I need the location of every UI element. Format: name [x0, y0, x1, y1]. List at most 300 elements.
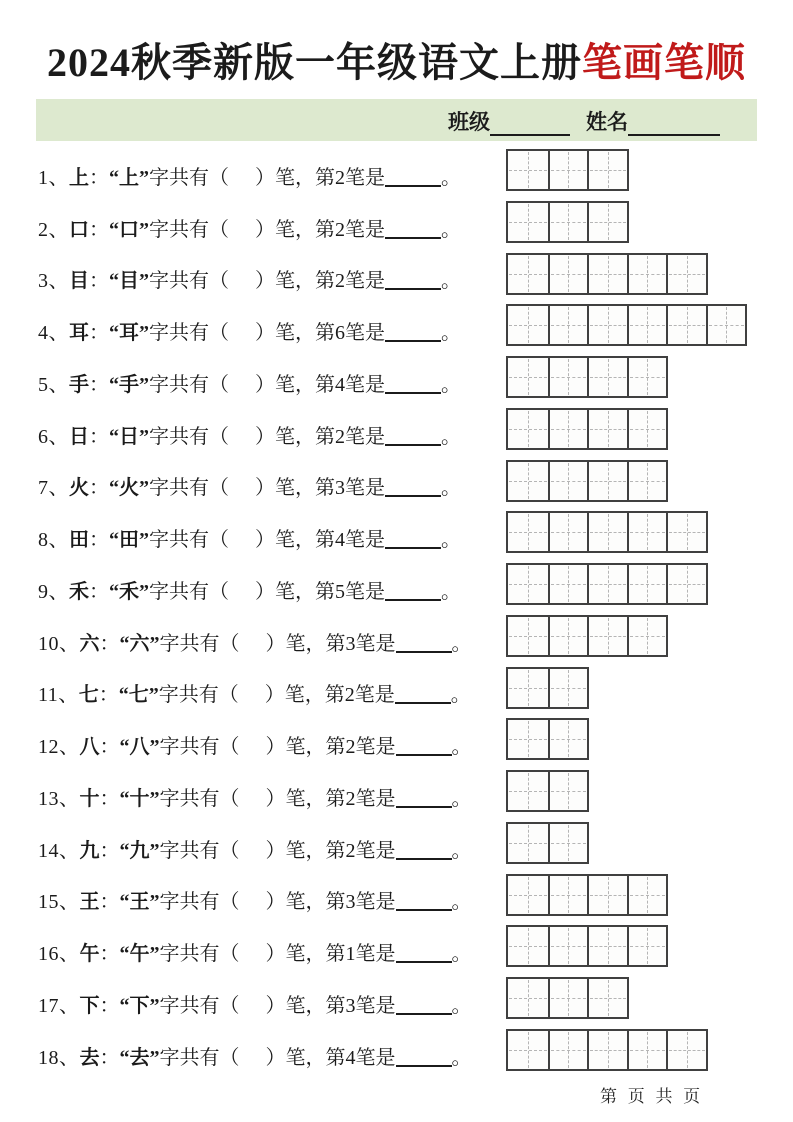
question-segment-b: ）笔，第 — [265, 787, 346, 810]
question-character: 下 — [79, 995, 100, 1018]
stroke-number: 2 — [344, 684, 355, 707]
colon: ： — [99, 736, 120, 759]
tianzige-cell[interactable] — [627, 617, 667, 655]
tianzige-cell[interactable] — [587, 358, 627, 396]
question-period: 。 — [441, 373, 461, 396]
question-segment-b: ）笔，第 — [255, 425, 335, 448]
tianzige-cell[interactable] — [627, 255, 667, 293]
question-segment-b: ）笔，第 — [265, 736, 346, 759]
question-character: 十 — [79, 787, 100, 810]
question-character-quoted: “火” — [109, 477, 149, 500]
stroke-answer-blank[interactable] — [385, 587, 441, 601]
colon: ： — [89, 270, 109, 293]
tianzige-cell[interactable] — [508, 255, 548, 293]
writing-grid[interactable] — [506, 925, 668, 967]
colon: ： — [89, 425, 109, 448]
question-number: 17、 — [38, 995, 80, 1018]
question-text — [38, 372, 461, 398]
tianzige-cell[interactable] — [508, 979, 548, 1017]
question-character-quoted: “田” — [109, 529, 149, 552]
stroke-answer-blank[interactable] — [385, 380, 441, 394]
question-character-quoted: “午” — [119, 943, 160, 966]
tianzige-cell[interactable] — [548, 358, 588, 396]
tianzige-cell[interactable] — [587, 876, 627, 914]
stroke-answer-blank[interactable] — [395, 690, 451, 704]
tianzige-cell[interactable] — [548, 203, 588, 241]
question-period: 。 — [451, 787, 472, 810]
header-bar — [36, 99, 757, 141]
question-number: 4、 — [38, 322, 69, 345]
stroke-number: 3 — [345, 995, 356, 1018]
question-segment-a: 字共有（ — [159, 839, 240, 862]
question-period: 。 — [441, 425, 461, 448]
question-row — [0, 664, 793, 716]
question-text — [38, 527, 461, 553]
tianzige-cell[interactable] — [587, 151, 627, 189]
question-character-quoted: “耳” — [109, 322, 149, 345]
colon: ： — [89, 477, 109, 500]
question-number: 15、 — [38, 891, 80, 914]
writing-grid[interactable] — [506, 511, 708, 553]
question-segment-a: 字共有（ — [159, 736, 240, 759]
colon: ： — [99, 891, 120, 914]
question-segment-a: 字共有（ — [159, 632, 240, 655]
tianzige-cell[interactable] — [627, 927, 667, 965]
question-character-quoted: “手” — [109, 373, 149, 396]
question-row — [0, 767, 793, 819]
writing-grid[interactable] — [506, 615, 668, 657]
colon: ： — [89, 322, 109, 345]
question-number: 3、 — [38, 270, 69, 293]
question-period: 。 — [441, 270, 461, 293]
tianzige-cell[interactable] — [508, 306, 548, 344]
question-segment-c: 笔是 — [345, 580, 385, 603]
question-list — [0, 146, 793, 1078]
tianzige-cell[interactable] — [508, 772, 548, 810]
tianzige-cell[interactable] — [508, 203, 548, 241]
question-period: 。 — [441, 529, 461, 552]
question-character-quoted: “七” — [118, 684, 159, 707]
tianzige-cell[interactable] — [508, 410, 548, 448]
tianzige-cell[interactable] — [508, 565, 548, 603]
stroke-answer-blank[interactable] — [396, 794, 452, 808]
tianzige-cell[interactable] — [548, 720, 588, 758]
tianzige-cell[interactable] — [587, 410, 627, 448]
writing-grid[interactable] — [506, 356, 668, 398]
tianzige-cell[interactable] — [508, 669, 548, 707]
stroke-answer-blank[interactable] — [385, 483, 441, 497]
colon: ： — [98, 684, 119, 707]
question-number: 10、 — [38, 632, 80, 655]
name-label: 姓名 — [586, 110, 628, 134]
question-character: 耳 — [69, 322, 89, 345]
question-character: 午 — [79, 943, 100, 966]
question-segment-a: 字共有（ — [159, 1046, 240, 1069]
tianzige-cell[interactable] — [548, 824, 588, 862]
tianzige-cell[interactable] — [627, 876, 667, 914]
tianzige-cell[interactable] — [548, 617, 588, 655]
question-character-quoted: “八” — [119, 736, 160, 759]
stroke-answer-blank[interactable] — [385, 173, 441, 187]
question-period: 。 — [441, 218, 461, 241]
writing-grid[interactable] — [506, 718, 589, 760]
colon: ： — [99, 943, 120, 966]
question-number: 13、 — [38, 787, 80, 810]
question-character: 上 — [69, 166, 89, 189]
tianzige-cell[interactable] — [587, 203, 627, 241]
tianzige-cell[interactable] — [666, 1031, 706, 1069]
name-blank[interactable] — [628, 122, 720, 136]
stroke-number: 2 — [345, 736, 356, 759]
stroke-answer-blank[interactable] — [396, 846, 452, 860]
page-footer: 第 页 共 页 — [600, 1087, 704, 1106]
question-segment-b: ）笔，第 — [255, 373, 335, 396]
question-segment-b: ）笔，第 — [255, 477, 335, 500]
question-character-quoted: “禾” — [109, 580, 149, 603]
question-segment-c: 笔是 — [354, 684, 395, 707]
question-segment-b: ）笔，第 — [255, 580, 335, 603]
question-segment-b: ）笔，第 — [255, 218, 335, 241]
writing-grid[interactable] — [506, 822, 589, 864]
question-text — [38, 424, 461, 450]
question-segment-a: 字共有（ — [149, 580, 229, 603]
colon: ： — [89, 166, 109, 189]
question-segment-a: 字共有（ — [158, 684, 239, 707]
question-segment-b: ）笔，第 — [255, 270, 335, 293]
question-row — [0, 508, 793, 560]
question-segment-a: 字共有（ — [149, 166, 229, 189]
question-segment-c: 笔是 — [355, 787, 396, 810]
stroke-number: 4 — [335, 373, 345, 396]
tianzige-cell[interactable] — [587, 513, 627, 551]
question-period: 。 — [451, 995, 472, 1018]
writing-grid[interactable] — [506, 460, 668, 502]
question-number: 8、 — [38, 529, 69, 552]
stroke-number: 4 — [335, 529, 345, 552]
question-segment-a: 字共有（ — [149, 477, 229, 500]
question-number: 5、 — [38, 373, 69, 396]
tianzige-cell[interactable] — [587, 462, 627, 500]
tianzige-cell[interactable] — [587, 979, 627, 1017]
tianzige-cell[interactable] — [548, 410, 588, 448]
question-segment-b: ）笔，第 — [255, 322, 335, 345]
writing-grid[interactable] — [506, 201, 629, 243]
tianzige-cell[interactable] — [587, 255, 627, 293]
stroke-number: 2 — [345, 787, 356, 810]
question-segment-c: 笔是 — [345, 425, 385, 448]
question-character-quoted: “六” — [119, 632, 160, 655]
question-number: 16、 — [38, 943, 80, 966]
stroke-answer-blank[interactable] — [385, 225, 441, 239]
question-segment-c: 笔是 — [355, 736, 396, 759]
question-text — [38, 165, 461, 191]
question-segment-c: 笔是 — [355, 632, 396, 655]
question-number: 9、 — [38, 580, 69, 603]
question-segment-b: ）笔，第 — [255, 529, 335, 552]
stroke-answer-blank[interactable] — [396, 742, 452, 756]
tianzige-cell[interactable] — [627, 306, 667, 344]
question-segment-b: ）笔，第 — [255, 166, 335, 189]
writing-grid[interactable] — [506, 253, 708, 295]
question-character: 日 — [69, 425, 89, 448]
question-segment-a: 字共有（ — [149, 270, 229, 293]
question-character-quoted: “下” — [119, 995, 160, 1018]
tianzige-cell[interactable] — [627, 462, 667, 500]
stroke-answer-blank[interactable] — [385, 276, 441, 290]
tianzige-cell[interactable] — [508, 513, 548, 551]
stroke-answer-blank[interactable] — [396, 1001, 452, 1015]
writing-grid[interactable] — [506, 563, 708, 605]
question-character-quoted: “口” — [109, 218, 149, 241]
stroke-number: 3 — [345, 891, 356, 914]
question-text — [38, 320, 461, 346]
question-row — [0, 301, 793, 353]
question-segment-a: 字共有（ — [159, 995, 240, 1018]
question-row — [0, 198, 793, 250]
colon: ： — [99, 995, 120, 1018]
stroke-number: 4 — [345, 1046, 356, 1069]
question-number: 14、 — [38, 839, 80, 862]
question-segment-a: 字共有（ — [149, 529, 229, 552]
question-character-quoted: “上” — [109, 166, 149, 189]
stroke-number: 2 — [335, 218, 345, 241]
question-character: 火 — [69, 477, 89, 500]
question-segment-c: 笔是 — [345, 270, 385, 293]
stroke-number: 3 — [335, 477, 345, 500]
class-blank[interactable] — [490, 122, 570, 136]
colon: ： — [89, 529, 109, 552]
question-period: 。 — [441, 477, 461, 500]
question-segment-c: 笔是 — [345, 166, 385, 189]
question-row — [0, 250, 793, 302]
stroke-number: 6 — [335, 322, 345, 345]
question-text — [38, 1045, 472, 1071]
question-number: 12、 — [38, 736, 80, 759]
tianzige-cell[interactable] — [666, 255, 706, 293]
question-character-quoted: “王” — [119, 891, 160, 914]
tianzige-cell[interactable] — [548, 669, 588, 707]
question-number: 7、 — [38, 477, 69, 500]
tianzige-cell[interactable] — [508, 462, 548, 500]
question-segment-b: ）笔，第 — [265, 839, 346, 862]
tianzige-cell[interactable] — [548, 151, 588, 189]
writing-grid[interactable] — [506, 770, 589, 812]
question-segment-b: ）笔，第 — [265, 1046, 346, 1069]
question-text — [38, 993, 472, 1019]
question-segment-a: 字共有（ — [159, 787, 240, 810]
question-period: 。 — [451, 891, 472, 914]
tianzige-cell[interactable] — [627, 565, 667, 603]
tianzige-cell[interactable] — [508, 1031, 548, 1069]
question-period: 。 — [451, 736, 472, 759]
question-segment-b: ）笔，第 — [264, 684, 345, 707]
question-segment-a: 字共有（ — [149, 425, 229, 448]
question-row — [0, 819, 793, 871]
question-segment-c: 笔是 — [355, 1046, 396, 1069]
question-segment-b: ）笔，第 — [265, 943, 346, 966]
writing-grid[interactable] — [506, 1029, 708, 1071]
tianzige-cell[interactable] — [587, 565, 627, 603]
question-text — [38, 217, 461, 243]
writing-grid[interactable] — [506, 977, 629, 1019]
question-text — [38, 786, 472, 812]
class-label: 班级 — [448, 110, 490, 134]
question-row — [0, 405, 793, 457]
writing-grid[interactable] — [506, 149, 629, 191]
tianzige-cell[interactable] — [508, 824, 548, 862]
tianzige-cell[interactable] — [587, 306, 627, 344]
colon: ： — [99, 632, 120, 655]
question-row — [0, 146, 793, 198]
tianzige-cell[interactable] — [706, 306, 746, 344]
question-row — [0, 353, 793, 405]
stroke-number: 3 — [345, 632, 356, 655]
tianzige-cell[interactable] — [508, 617, 548, 655]
question-text — [38, 579, 461, 605]
tianzige-cell[interactable] — [548, 306, 588, 344]
question-segment-c: 笔是 — [355, 891, 396, 914]
question-text — [38, 838, 472, 864]
stroke-number: 2 — [335, 166, 345, 189]
stroke-answer-blank[interactable] — [396, 1053, 452, 1067]
stroke-answer-blank[interactable] — [385, 328, 441, 342]
question-segment-a: 字共有（ — [159, 891, 240, 914]
question-period: 。 — [441, 166, 461, 189]
writing-grid[interactable] — [506, 874, 668, 916]
question-segment-b: ）笔，第 — [265, 632, 346, 655]
question-text — [38, 268, 461, 294]
question-row — [0, 974, 793, 1026]
question-number: 6、 — [38, 425, 69, 448]
question-character: 禾 — [69, 580, 89, 603]
question-character: 去 — [79, 1046, 100, 1069]
tianzige-cell[interactable] — [548, 979, 588, 1017]
tianzige-cell[interactable] — [548, 772, 588, 810]
question-segment-a: 字共有（ — [149, 218, 229, 241]
tianzige-cell[interactable] — [508, 927, 548, 965]
question-period: 。 — [450, 684, 471, 707]
question-character-quoted: “去” — [119, 1046, 160, 1069]
tianzige-cell[interactable] — [548, 255, 588, 293]
question-period: 。 — [451, 839, 472, 862]
question-segment-c: 笔是 — [345, 218, 385, 241]
question-text — [38, 475, 461, 501]
question-segment-a: 字共有（ — [149, 373, 229, 396]
question-period: 。 — [441, 322, 461, 345]
stroke-answer-blank[interactable] — [396, 897, 452, 911]
question-period: 。 — [451, 1046, 472, 1069]
question-segment-c: 笔是 — [345, 373, 385, 396]
question-row — [0, 457, 793, 509]
question-number: 18、 — [38, 1046, 80, 1069]
writing-grid[interactable] — [506, 667, 589, 709]
colon: ： — [99, 787, 120, 810]
tianzige-cell[interactable] — [627, 358, 667, 396]
writing-grid[interactable] — [506, 304, 747, 346]
question-segment-c: 笔是 — [355, 995, 396, 1018]
tianzige-cell[interactable] — [548, 876, 588, 914]
tianzige-cell[interactable] — [627, 410, 667, 448]
question-row — [0, 715, 793, 767]
tianzige-cell[interactable] — [627, 513, 667, 551]
tianzige-cell[interactable] — [627, 1031, 667, 1069]
question-segment-b: ）笔，第 — [265, 891, 346, 914]
page-title-red: 笔画笔顺 — [582, 40, 746, 85]
tianzige-cell[interactable] — [587, 617, 627, 655]
stroke-answer-blank[interactable] — [385, 432, 441, 446]
question-period: 。 — [451, 943, 472, 966]
tianzige-cell[interactable] — [548, 1031, 588, 1069]
question-character: 六 — [79, 632, 100, 655]
page-title-black: 2024秋季新版一年级语文上册 — [47, 40, 582, 85]
stroke-answer-blank[interactable] — [385, 535, 441, 549]
question-character-quoted: “日” — [109, 425, 149, 448]
question-text — [38, 889, 472, 915]
stroke-number: 2 — [335, 270, 345, 293]
colon: ： — [89, 373, 109, 396]
question-character: 八 — [79, 736, 100, 759]
question-character: 口 — [69, 218, 89, 241]
tianzige-cell[interactable] — [508, 358, 548, 396]
question-segment-c: 笔是 — [345, 322, 385, 345]
stroke-answer-blank[interactable] — [396, 639, 452, 653]
stroke-answer-blank[interactable] — [396, 949, 452, 963]
tianzige-cell[interactable] — [508, 876, 548, 914]
question-row — [0, 922, 793, 974]
writing-grid[interactable] — [506, 408, 668, 450]
question-character: 手 — [69, 373, 89, 396]
question-character: 田 — [69, 529, 89, 552]
tianzige-cell[interactable] — [587, 1031, 627, 1069]
colon: ： — [89, 218, 109, 241]
tianzige-cell[interactable] — [548, 565, 588, 603]
tianzige-cell[interactable] — [548, 462, 588, 500]
tianzige-cell[interactable] — [548, 513, 588, 551]
stroke-number: 2 — [345, 839, 356, 862]
colon: ： — [89, 580, 109, 603]
stroke-number: 5 — [335, 580, 345, 603]
question-row — [0, 560, 793, 612]
question-segment-c: 笔是 — [345, 477, 385, 500]
colon: ： — [99, 1046, 120, 1069]
tianzige-cell[interactable] — [666, 565, 706, 603]
question-text — [38, 682, 471, 708]
question-period: 。 — [441, 580, 461, 603]
tianzige-cell[interactable] — [666, 306, 706, 344]
stroke-number: 1 — [345, 943, 356, 966]
question-text — [38, 734, 472, 760]
page-title — [0, 40, 793, 86]
tianzige-cell[interactable] — [587, 927, 627, 965]
tianzige-cell[interactable] — [548, 927, 588, 965]
question-number: 2、 — [38, 218, 69, 241]
tianzige-cell[interactable] — [508, 720, 548, 758]
tianzige-cell[interactable] — [666, 513, 706, 551]
question-row — [0, 1026, 793, 1078]
question-segment-b: ）笔，第 — [265, 995, 346, 1018]
question-row — [0, 871, 793, 923]
question-text — [38, 631, 472, 657]
question-number: 11、 — [38, 684, 79, 707]
question-period: 。 — [451, 632, 472, 655]
colon: ： — [99, 839, 120, 862]
question-segment-a: 字共有（ — [159, 943, 240, 966]
question-segment-c: 笔是 — [355, 839, 396, 862]
tianzige-cell[interactable] — [508, 151, 548, 189]
question-segment-c: 笔是 — [355, 943, 396, 966]
question-number: 1、 — [38, 166, 69, 189]
question-character: 九 — [79, 839, 100, 862]
